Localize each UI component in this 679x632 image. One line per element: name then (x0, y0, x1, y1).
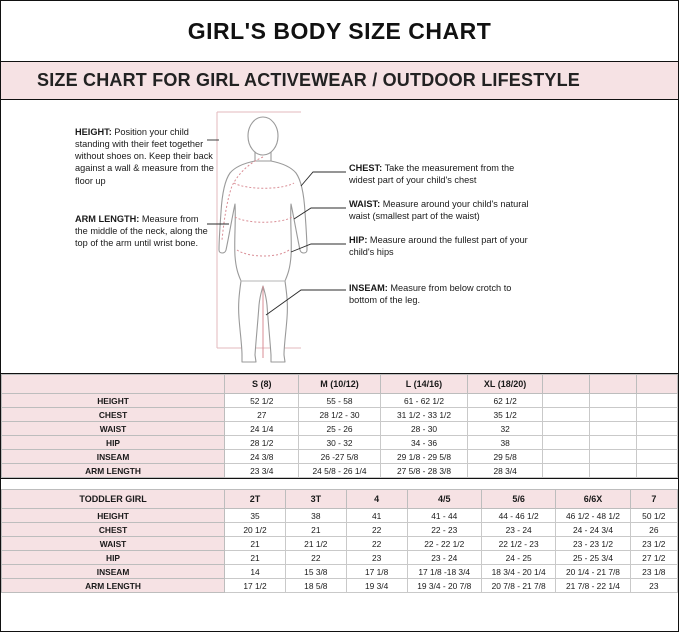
annotation-waist (349, 198, 529, 222)
annotation-inseam (349, 282, 529, 306)
toddler-size-table (1, 489, 678, 593)
table-cell: 14 (225, 565, 286, 579)
table-cell (542, 464, 589, 478)
table-cell: 24 1/4 (225, 422, 299, 436)
table-row (2, 436, 678, 450)
annotation-waist-label: WAIST: (349, 199, 381, 209)
table-column-header (590, 375, 637, 394)
table-cell: 23 - 24 (481, 523, 555, 537)
table-cell (637, 464, 678, 478)
table-cell: 27 1/2 (630, 551, 677, 565)
table-cell (542, 408, 589, 422)
table-header-row (2, 375, 678, 394)
table-cell: 25 - 26 (299, 422, 380, 436)
table-cell: 22 - 23 (407, 523, 481, 537)
table-cell: 27 5/8 - 28 3/8 (380, 464, 468, 478)
table-row (2, 408, 678, 422)
table-cell: 21 (225, 537, 286, 551)
table-row-label: INSEAM (2, 565, 225, 579)
table-cell: 23 - 23 1/2 (556, 537, 630, 551)
table-cell: 24 5/8 - 26 1/4 (299, 464, 380, 478)
table-cell: 17 1/8 -18 3/4 (407, 565, 481, 579)
table-cell: 22 1/2 - 23 (481, 537, 555, 551)
table-row-label: HEIGHT (2, 394, 225, 408)
page-title: GIRL'S BODY SIZE CHART (187, 17, 492, 44)
table-cell (590, 464, 637, 478)
table-column-header: L (14/16) (380, 375, 468, 394)
table-spacer (1, 479, 678, 489)
table-cell: 18 3/4 - 20 1/4 (481, 565, 555, 579)
table-column-header: XL (18/20) (468, 375, 542, 394)
girls-size-table-wrap (1, 374, 678, 479)
girls-size-table (1, 374, 678, 478)
table-row-label: INSEAM (2, 450, 225, 464)
table-cell (542, 394, 589, 408)
table-cell: 26 -27 5/8 (299, 450, 380, 464)
table-row (2, 509, 678, 523)
table-row-label: CHEST (2, 523, 225, 537)
table-cell: 24 - 25 (481, 551, 555, 565)
table-column-header: M (10/12) (299, 375, 380, 394)
annotation-hip-text: Measure around the fullest part of your child's hips (349, 235, 528, 258)
table-row (2, 551, 678, 565)
table-corner-label: TODDLER GIRL (2, 490, 225, 509)
table-cell: 30 - 32 (299, 436, 380, 450)
table-cell: 21 (285, 523, 346, 537)
table-row-label: HIP (2, 436, 225, 450)
table-column-header: 4/5 (407, 490, 481, 509)
annotation-waist-text: Measure around your child's natural waist (smallest part of the waist) (349, 199, 529, 222)
table-cell (590, 394, 637, 408)
table-cell: 21 1/2 (285, 537, 346, 551)
annotation-chest-text: Take the measurement from the widest part of your child's chest (349, 163, 515, 186)
girls-size-table-body (2, 375, 678, 478)
table-cell: 32 (468, 422, 542, 436)
table-cell: 20 7/8 - 21 7/8 (481, 579, 555, 593)
table-cell: 35 1/2 (468, 408, 542, 422)
table-column-header (542, 375, 589, 394)
table-cell: 17 1/8 (346, 565, 407, 579)
table-cell (590, 422, 637, 436)
annotation-arm-length-label: ARM LENGTH: (75, 214, 140, 224)
table-cell: 55 - 58 (299, 394, 380, 408)
table-cell (637, 408, 678, 422)
table-cell: 22 - 22 1/2 (407, 537, 481, 551)
table-cell: 24 3/8 (225, 450, 299, 464)
table-cell: 19 3/4 - 20 7/8 (407, 579, 481, 593)
table-column-header: 6/6X (556, 490, 630, 509)
annotation-chest (349, 162, 529, 186)
annotation-height-label: HEIGHT: (75, 127, 112, 137)
table-cell: 44 - 46 1/2 (481, 509, 555, 523)
table-cell (590, 436, 637, 450)
table-cell (542, 450, 589, 464)
annotation-height-text: Position your child standing with their feet together without shoes on. Keep their back against a wall & measure from the floor up (75, 127, 214, 186)
annotation-arm-length-text: Measure from the middle of the neck, along the top of the arm until wrist bone. (75, 214, 208, 249)
table-cell: 21 (225, 551, 286, 565)
table-cell: 46 1/2 - 48 1/2 (556, 509, 630, 523)
table-row (2, 450, 678, 464)
table-cell: 20 1/4 - 21 7/8 (556, 565, 630, 579)
table-corner-label (2, 375, 225, 394)
table-cell: 24 - 24 3/4 (556, 523, 630, 537)
table-column-header: 3T (285, 490, 346, 509)
table-cell: 41 (346, 509, 407, 523)
table-column-header: 2T (225, 490, 286, 509)
table-cell: 23 3/4 (225, 464, 299, 478)
toddler-size-table-body (2, 490, 678, 593)
table-column-header: 5/6 (481, 490, 555, 509)
table-row (2, 464, 678, 478)
annotation-chest-label: CHEST: (349, 163, 383, 173)
table-cell (590, 450, 637, 464)
page-subtitle-bar (1, 62, 678, 100)
table-row (2, 394, 678, 408)
table-cell: 19 3/4 (346, 579, 407, 593)
table-row (2, 565, 678, 579)
table-cell: 21 7/8 - 22 1/4 (556, 579, 630, 593)
table-cell: 52 1/2 (225, 394, 299, 408)
annotation-inseam-text: Measure from below crotch to bottom of the leg. (349, 283, 512, 306)
table-cell: 23 (346, 551, 407, 565)
table-cell (542, 422, 589, 436)
table-cell: 20 1/2 (225, 523, 286, 537)
table-row-label: WAIST (2, 537, 225, 551)
table-cell: 23 (630, 579, 677, 593)
toddler-size-table-wrap (1, 489, 678, 593)
table-cell: 29 5/8 (468, 450, 542, 464)
table-cell: 18 5/8 (285, 579, 346, 593)
page-subtitle: SIZE CHART FOR GIRL ACTIVEWEAR / OUTDOOR LIFESTYLE (37, 70, 581, 90)
table-cell: 35 (225, 509, 286, 523)
table-cell: 28 3/4 (468, 464, 542, 478)
table-cell: 27 (225, 408, 299, 422)
table-cell (637, 450, 678, 464)
table-cell: 23 1/8 (630, 565, 677, 579)
table-cell: 15 3/8 (285, 565, 346, 579)
table-cell: 41 - 44 (407, 509, 481, 523)
annotation-height (75, 126, 217, 187)
table-cell: 22 (346, 537, 407, 551)
table-row-label: ARM LENGTH (2, 579, 225, 593)
table-row (2, 523, 678, 537)
table-cell: 50 1/2 (630, 509, 677, 523)
table-cell: 28 1/2 - 30 (299, 408, 380, 422)
table-cell: 31 1/2 - 33 1/2 (380, 408, 468, 422)
table-row-label: HEIGHT (2, 509, 225, 523)
table-row (2, 579, 678, 593)
page-title-bar (1, 1, 678, 62)
table-cell: 34 - 36 (380, 436, 468, 450)
body-measurement-diagram (1, 100, 678, 374)
table-cell: 28 1/2 (225, 436, 299, 450)
table-row-label: WAIST (2, 422, 225, 436)
table-cell: 29 1/8 - 29 5/8 (380, 450, 468, 464)
table-row (2, 537, 678, 551)
table-cell: 61 - 62 1/2 (380, 394, 468, 408)
table-cell: 62 1/2 (468, 394, 542, 408)
table-row-label: CHEST (2, 408, 225, 422)
table-cell (637, 422, 678, 436)
table-column-header: 7 (630, 490, 677, 509)
table-cell: 38 (468, 436, 542, 450)
table-column-header: 4 (346, 490, 407, 509)
table-cell: 17 1/2 (225, 579, 286, 593)
annotation-inseam-label: INSEAM: (349, 283, 388, 293)
table-row-label: ARM LENGTH (2, 464, 225, 478)
table-column-header: S (8) (225, 375, 299, 394)
table-cell (590, 408, 637, 422)
table-row-label: HIP (2, 551, 225, 565)
table-cell: 23 1/2 (630, 537, 677, 551)
table-cell: 23 - 24 (407, 551, 481, 565)
table-cell (637, 436, 678, 450)
table-header-row (2, 490, 678, 509)
table-row (2, 422, 678, 436)
table-cell: 38 (285, 509, 346, 523)
annotation-hip-label: HIP: (349, 235, 368, 245)
table-cell: 22 (346, 523, 407, 537)
annotation-hip (349, 234, 529, 258)
table-column-header (637, 375, 678, 394)
table-cell: 28 - 30 (380, 422, 468, 436)
table-cell: 26 (630, 523, 677, 537)
table-cell (542, 436, 589, 450)
table-cell (637, 394, 678, 408)
annotation-arm-length (75, 213, 210, 249)
table-cell: 22 (285, 551, 346, 565)
table-cell: 25 - 25 3/4 (556, 551, 630, 565)
